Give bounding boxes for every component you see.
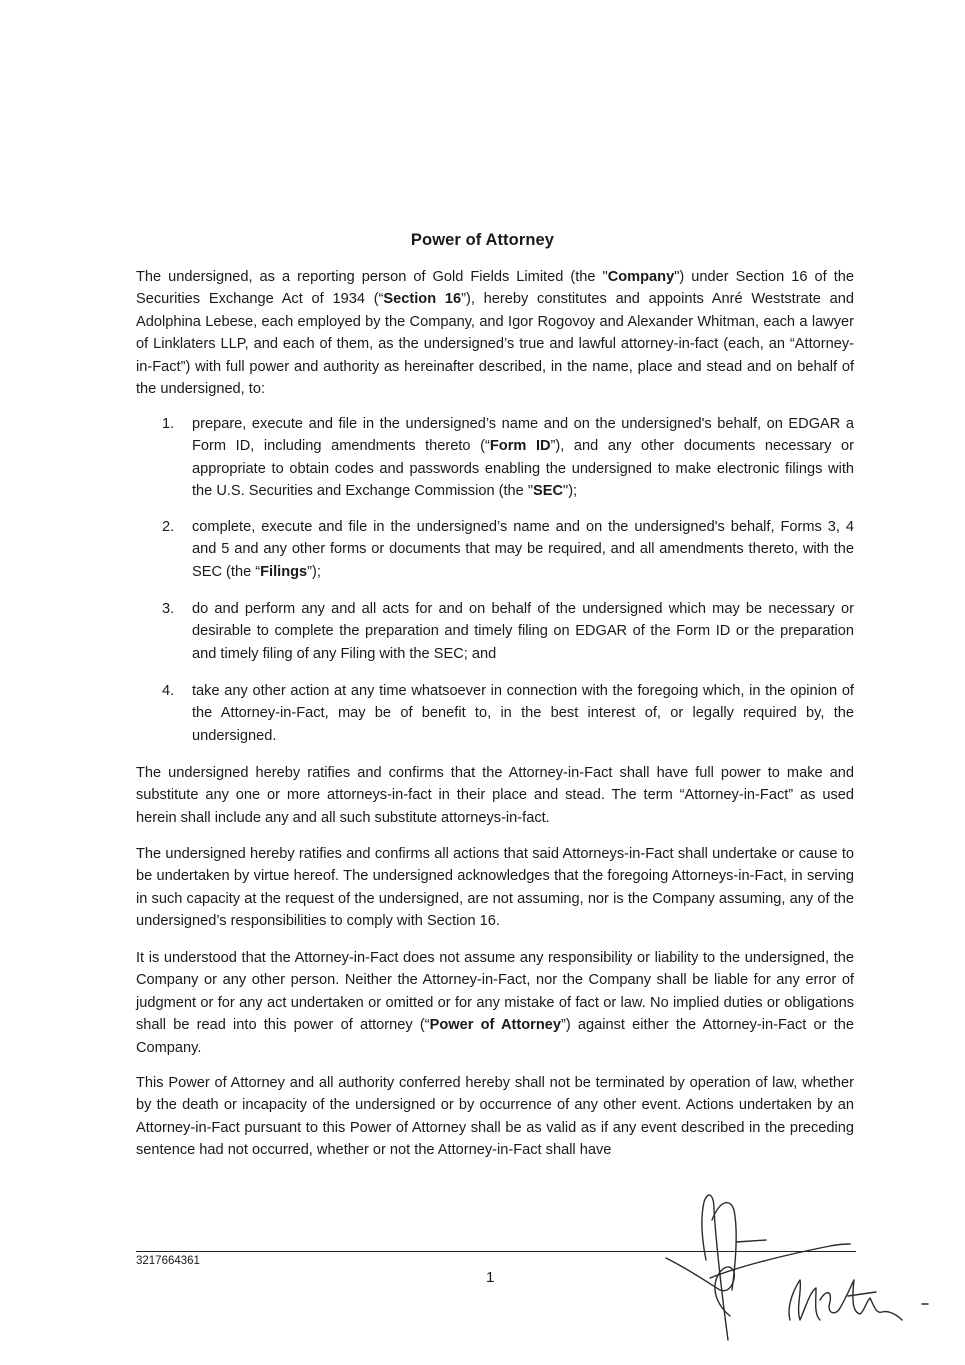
handwritten-signature xyxy=(650,1180,950,1350)
paragraph-substitution: The undersigned hereby ratifies and confirms that the Attorney-in-Fact shall have full power to make and substitute any one or more attorneys-in-fact in their place and stead. The term “Attorney-in-Fact” as used herein shall include any and all such substitute attorneys-in-fact. xyxy=(136,765,854,826)
intro-paragraph: The undersigned, as a reporting person of Gold Fields Limited (the "Company") under Section 16 of the Securities Exchange Act of 1934 (“Section 16”), hereby constitutes and appoints Anré Weststrate and Adolphina Lebese, each employed by the Company, and Igor Rogovoy and Alexander Whitman, each a lawyer of Linklaters LLP, and each of them, as the undersigned’s true and lawful attorney-in-fact (each, an “Attorney-in-Fact”) with full power and authority as hereinafter described, in the name, place and stead and on behalf of the undersigned, to: xyxy=(136,269,854,398)
list-item-3: 3. do and perform any and all acts for and on behalf of the undersigned which may be necessary or desirable to complete the preparation and timely filing on EDGAR of the Form ID or the preparation and timely filing of any Filing with the SEC; and xyxy=(136,598,854,665)
list-number: 1. xyxy=(162,416,175,432)
paragraph-termination: This Power of Attorney and all authority conferred hereby shall not be terminated by operation of law, whether by the death or incapacity of the undersigned or by occurrence of any other event. Actions undertaken by an Attorney-in-Fact pursuant to this Power of Attorney shall be as valid as if any event described in the preceding sentence had not occurred, whether or not the Attorney-in-Fact shall have xyxy=(136,1075,854,1159)
defined-term-section-16: Section 16 xyxy=(383,291,462,308)
paragraph-ratification: The undersigned hereby ratifies and confirms all actions that said Attorneys-in-Fact shall undertake or cause to be undertaken by virtue hereof. The undersigned acknowledges that the foregoing Attorneys-in-Fact, in serving in such capacity at the request of the undersigned, are not assuming, nor is the Company assuming, any of the undersigned’s responsibilities to comply with Section 16. xyxy=(136,846,854,930)
document-id: 3217664361 xyxy=(136,1255,200,1267)
list-item-2: 2. complete, execute and file in the undersigned’s name and on the undersigned's behalf, Forms 3, 4 and 5 and any other forms or documents that may be required, and all amendments thereto, with the SEC (the “Filings”); xyxy=(136,516,854,583)
document-title: Power of Attorney xyxy=(410,231,555,249)
defined-term-company: Company xyxy=(607,269,675,285)
list-item-4: 4. take any other action at any time whatsoever in connection with the foregoing which, in the opinion of the Attorney-in-Fact, may be of benefit to, in the best interest of, or legally required by, the undersigned. xyxy=(136,680,854,747)
list-item-1: 1. prepare, execute and file in the undersigned’s name and on the undersigned's behalf, on EDGAR a Form ID, including amendments thereto (“Form ID”), and any other documents necessary or appropriate to obtain codes and passwords enabling the undersigned to make electronic filings with the U.S. Securities and Exchange Commission (the "SEC"); xyxy=(136,413,854,503)
defined-term-sec: SEC xyxy=(533,483,564,500)
list-number: 4. xyxy=(162,683,175,699)
page-number: 1 xyxy=(486,1269,495,1286)
defined-term-power-of-attorney: Power of Attorney xyxy=(429,1017,562,1034)
defined-term-filings: Filings xyxy=(260,563,308,580)
list-number: 2. xyxy=(162,519,175,535)
paragraph-responsibility: It is understood that the Attorney-in-Fact does not assume any responsibility or liability to the undersigned, the Company or any other person. Neither the Attorney-in-Fact, nor the Company shall be liable for any error of judgment or for any act undertaken or omitted or for any mistake of fact or law. No implied duties or obligations shall be read into this power of attorney (“Power of Attorney”) against either the Attorney-in-Fact or the Company. xyxy=(136,950,854,1056)
defined-term-form-id: Form ID xyxy=(489,438,551,455)
list-number: 3. xyxy=(162,601,175,617)
